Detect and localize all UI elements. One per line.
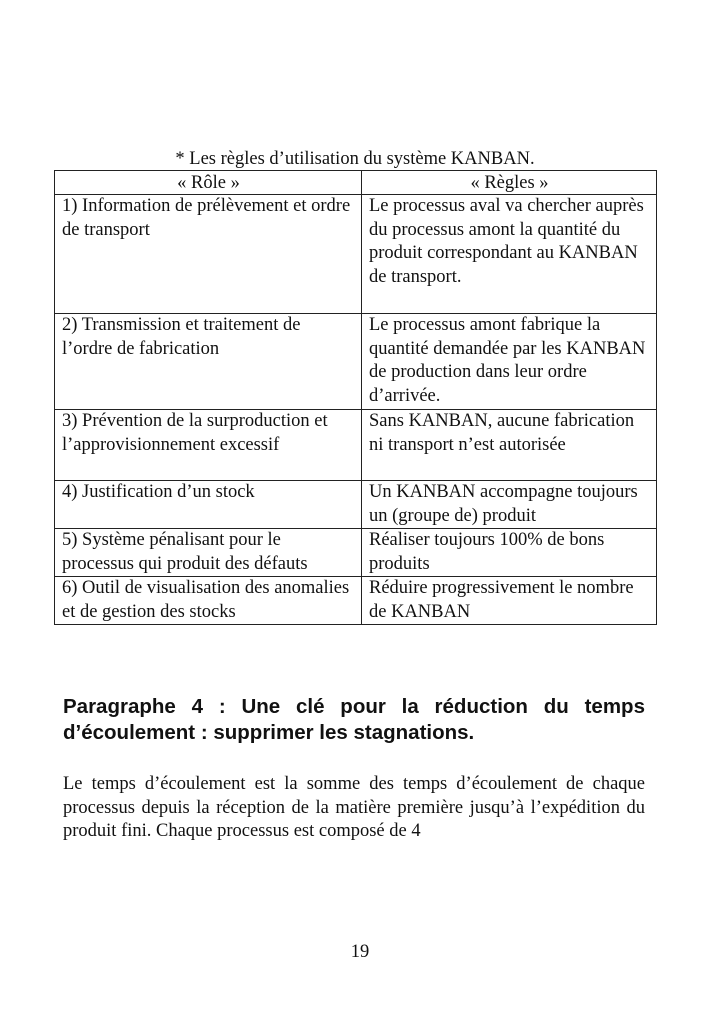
role-cell: 2) Transmission et traitement de l’ordre de fabrication <box>55 314 362 410</box>
table-row <box>55 195 657 314</box>
role-cell: 3) Prévention de la surproduction et l’approvisionnement excessif <box>55 410 362 481</box>
rule-cell: Sans KANBAN, aucune fabrication ni transport n’est autorisée <box>362 410 657 481</box>
body-paragraph: Le temps d’écoulement est la somme des temps d’écoulement de chaque processus depuis la réception de la matière première jusqu’à l’expédition du produit fini. Chaque processus est composé de 4 <box>63 774 645 841</box>
header-rules: « Règles » <box>362 171 657 195</box>
table-header-row <box>55 171 657 195</box>
rule-cell: Réaliser toujours 100% de bons produits <box>362 529 657 577</box>
table-caption: * Les règles d’utilisation du système KANBAN. <box>175 149 535 169</box>
table-row <box>55 410 657 481</box>
kanban-rules-table <box>54 170 657 625</box>
role-cell: 1) Information de prélèvement et ordre de transport <box>55 195 362 314</box>
page-number: 19 <box>350 942 370 962</box>
table-row <box>55 529 657 577</box>
role-cell: 5) Système pénalisant pour le processus qui produit des défauts <box>55 529 362 577</box>
table-row <box>55 481 657 529</box>
rule-cell: Le processus aval va chercher auprès du processus amont la quantité du produit correspondant au KANBAN de transport. <box>362 195 657 314</box>
section-heading: Paragraphe 4 : Une clé pour la réduction du temps d’écoulement : supprimer les stagnations. <box>63 695 645 744</box>
role-cell: 6) Outil de visualisation des anomalies et de gestion des stocks <box>55 577 362 625</box>
rule-cell: Un KANBAN accompagne toujours un (groupe de) produit <box>362 481 657 529</box>
role-cell: 4) Justification d’un stock <box>55 481 362 529</box>
table-row <box>55 314 657 410</box>
table-row <box>55 577 657 625</box>
rule-cell: Le processus amont fabrique la quantité demandée par les KANBAN de production dans leur ordre d’arrivée. <box>362 314 657 410</box>
header-role: « Rôle » <box>55 171 362 195</box>
rule-cell: Réduire progressivement le nombre de KANBAN <box>362 577 657 625</box>
